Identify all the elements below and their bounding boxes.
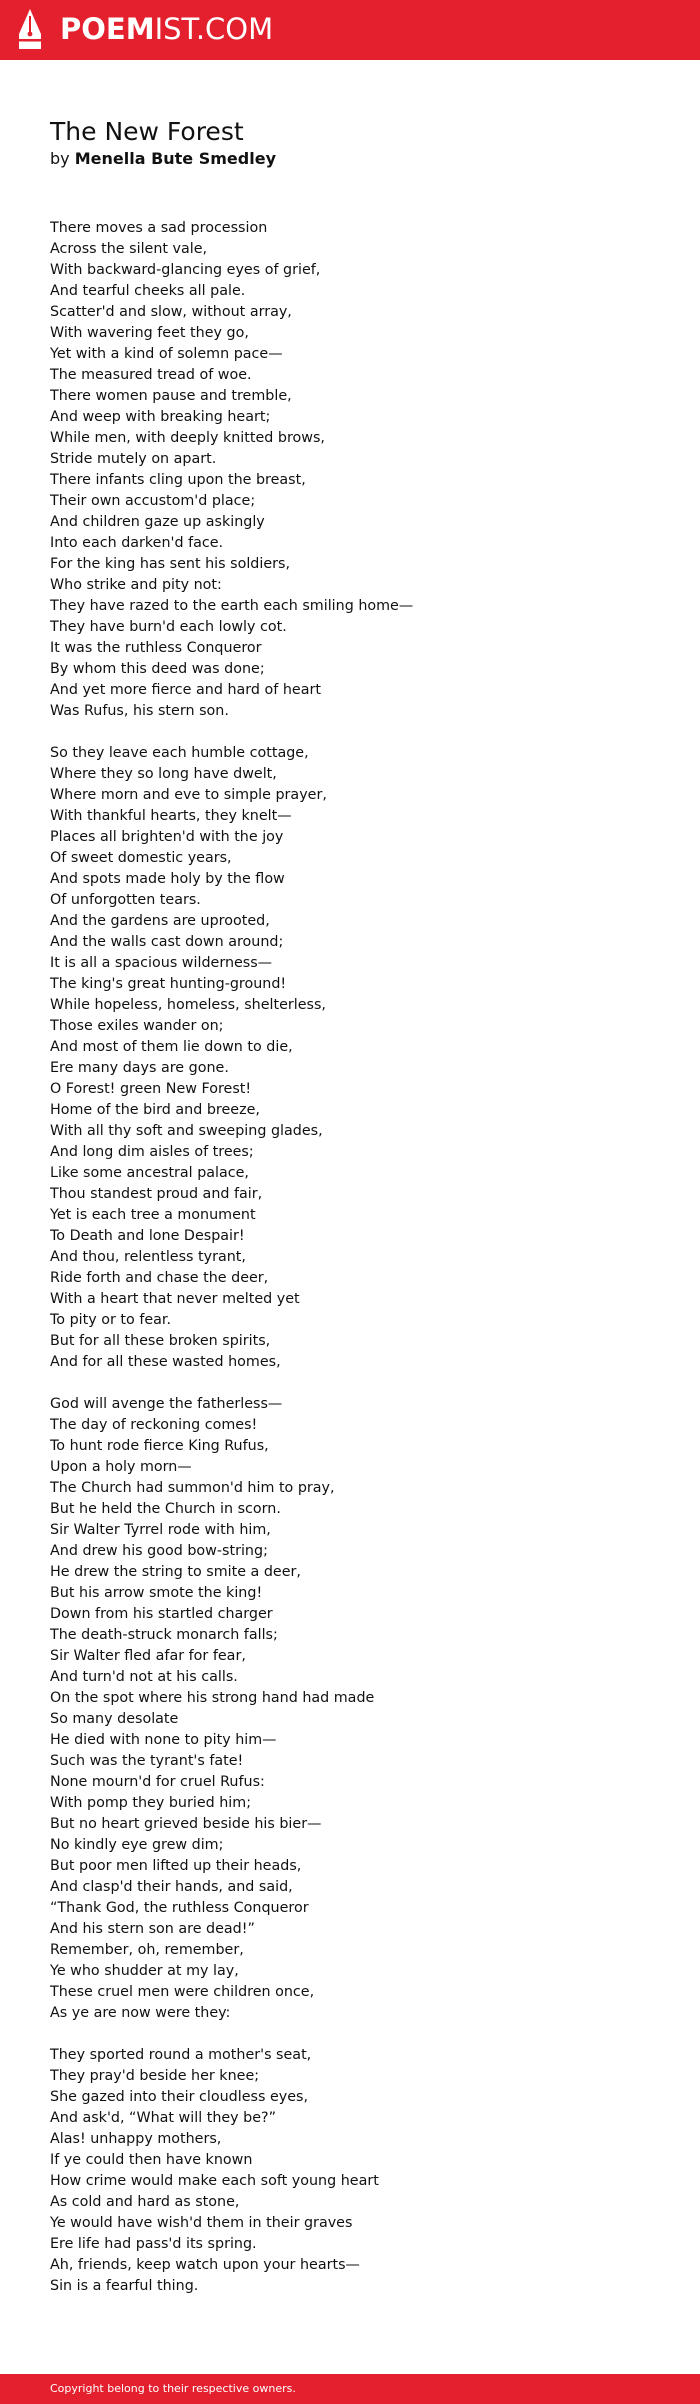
poem-line: Ye would have wish'd them in their graves — [50, 2215, 353, 2231]
poem-line: And tearful cheeks all pale. — [50, 283, 246, 299]
poem-line: Ere life had pass'd its spring. — [50, 2236, 257, 2252]
poem-line: It was the ruthless Conqueror — [50, 640, 262, 656]
poem-line: Their own accustom'd place; — [50, 493, 256, 509]
poem-line: O Forest! green New Forest! — [50, 1081, 252, 1097]
poem-line: They sported round a mother's seat, — [50, 2047, 312, 2063]
poem-line: And for all these wasted homes, — [50, 1354, 281, 1370]
poem-line: With a heart that never melted yet — [50, 1291, 300, 1307]
poem-line: No kindly eye grew dim; — [50, 1837, 224, 1853]
poem-body — [50, 218, 670, 2318]
poem-line: The day of reckoning comes! — [50, 1417, 258, 1433]
poem-line: And spots made holy by the flow — [50, 871, 285, 887]
poem-line: Was Rufus, his stern son. — [50, 703, 229, 719]
poem-line: And yet more fierce and hard of heart — [50, 682, 321, 698]
poem-line: Down from his startled charger — [50, 1606, 273, 1622]
poem-line: And thou, relentless tyrant, — [50, 1249, 246, 1265]
poem-line: Upon a holy morn— — [50, 1459, 192, 1475]
poem-line: Such was the tyrant's fate! — [50, 1753, 244, 1769]
poem-line: To Death and lone Despair! — [50, 1228, 245, 1244]
poem-line: “Thank God, the ruthless Conqueror — [50, 1900, 309, 1916]
site-footer — [0, 2374, 700, 2404]
poem-line: While men, with deeply knitted brows, — [50, 430, 325, 446]
poem-line: With backward-glancing eyes of grief, — [50, 262, 321, 278]
poem-line: But poor men lifted up their heads, — [50, 1858, 302, 1874]
copyright-text: Copyright belong to their respective owners. — [50, 2382, 296, 2395]
poem-line: And turn'd not at his calls. — [50, 1669, 238, 1685]
poem-line: With thankful hearts, they knelt— — [50, 808, 292, 824]
poem-line: Thou standest proud and fair, — [50, 1186, 263, 1202]
poem-line: And weep with breaking heart; — [50, 409, 271, 425]
poem-line: Ye who shudder at my lay, — [50, 1963, 239, 1979]
poem-line: Those exiles wander on; — [50, 1018, 224, 1034]
poem-line: There moves a sad procession — [50, 220, 268, 236]
poem-line: And the walls cast down around; — [50, 934, 284, 950]
brand-bold: POEM — [60, 12, 155, 46]
poem-line: And long dim aisles of trees; — [50, 1144, 254, 1160]
poem-line: They have razed to the earth each smiling home— — [50, 598, 414, 614]
poem-line: None mourn'd for cruel Rufus: — [50, 1774, 265, 1790]
by-label: by — [50, 149, 70, 168]
pen-nib-icon[interactable] — [17, 8, 43, 50]
poem-line: Stride mutely on apart. — [50, 451, 217, 467]
poem-line: It is all a spacious wilderness— — [50, 955, 272, 971]
stanza — [50, 1394, 670, 2024]
poem-line: And ask'd, “What will they be?” — [50, 2110, 277, 2126]
brand-light: IST.COM — [154, 12, 274, 46]
poem-line: But no heart grieved beside his bier— — [50, 1816, 322, 1832]
poem-line: Ah, friends, keep watch upon your hearts— — [50, 2257, 360, 2273]
poem-line: God will avenge the fatherless— — [50, 1396, 283, 1412]
poem-line: She gazed into their cloudless eyes, — [50, 2089, 308, 2105]
poem-line: On the spot where his strong hand had made — [50, 1690, 375, 1706]
poem-line: As ye are now were they: — [50, 2005, 231, 2021]
poem-line: And his stern son are dead!” — [50, 1921, 255, 1937]
poem-line: Ere many days are gone. — [50, 1060, 229, 1076]
poem-line: And drew his good bow-string; — [50, 1543, 268, 1559]
poem-line: The Church had summon'd him to pray, — [50, 1480, 335, 1496]
poem-line: Like some ancestral palace, — [50, 1165, 249, 1181]
poem-line: But his arrow smote the king! — [50, 1585, 263, 1601]
poem-author: Menella Bute Smedley — [74, 149, 276, 168]
poem-line: There women pause and tremble, — [50, 388, 292, 404]
poem-line: He drew the string to smite a deer, — [50, 1564, 301, 1580]
poem-line: Yet with a kind of solemn pace— — [50, 346, 283, 362]
poem-line: How crime would make each soft young heart — [50, 2173, 379, 2189]
poem-line: The king's great hunting-ground! — [50, 976, 287, 992]
poem-line: Scatter'd and slow, without array, — [50, 304, 292, 320]
poem-line: To pity or to fear. — [50, 1312, 172, 1328]
stanza — [50, 2045, 670, 2297]
poem-line: And the gardens are uprooted, — [50, 913, 270, 929]
poem-line: While hopeless, homeless, shelterless, — [50, 997, 326, 1013]
poem-line: There infants cling upon the breast, — [50, 472, 306, 488]
poem-line: They pray'd beside her knee; — [50, 2068, 260, 2084]
poem-line: The death-struck monarch falls; — [50, 1627, 278, 1643]
poem-line: Where they so long have dwelt, — [50, 766, 277, 782]
stanza — [50, 743, 670, 1373]
poem-line: They have burn'd each lowly cot. — [50, 619, 287, 635]
poem-line: If ye could then have known — [50, 2152, 253, 2168]
poem-line: Alas! unhappy mothers, — [50, 2131, 222, 2147]
poem-line: Sir Walter Tyrrel rode with him, — [50, 1522, 271, 1538]
poem-line: With pomp they buried him; — [50, 1795, 252, 1811]
poem-line: And children gaze up askingly — [50, 514, 265, 530]
poem-line: Of unforgotten tears. — [50, 892, 201, 908]
poem-line: He died with none to pity him— — [50, 1732, 277, 1748]
poem-line: To hunt rode fierce King Rufus, — [50, 1438, 269, 1454]
stanza — [50, 218, 670, 722]
poem-line: Home of the bird and breeze, — [50, 1102, 260, 1118]
poem-line: With all thy soft and sweeping glades, — [50, 1123, 323, 1139]
poem-line: By whom this deed was done; — [50, 661, 265, 677]
poem-line: Across the silent vale, — [50, 241, 208, 257]
poem-line: And clasp'd their hands, and said, — [50, 1879, 293, 1895]
poem-line: The measured tread of woe. — [50, 367, 252, 383]
poem-line: Ride forth and chase the deer, — [50, 1270, 269, 1286]
poem-byline — [50, 148, 276, 170]
poem-line: Of sweet domestic years, — [50, 850, 232, 866]
poem-line: These cruel men were children once, — [50, 1984, 315, 2000]
poem-line: For the king has sent his soldiers, — [50, 556, 291, 572]
poem-line: Sir Walter fled afar for fear, — [50, 1648, 246, 1664]
poem-line: Yet is each tree a monument — [50, 1207, 256, 1223]
site-logo-text[interactable] — [60, 11, 273, 47]
site-header — [0, 0, 700, 60]
poem-line: And most of them lie down to die, — [50, 1039, 293, 1055]
poem-line: So many desolate — [50, 1711, 179, 1727]
poem-line: Into each darken'd face. — [50, 535, 224, 551]
poem-line: With wavering feet they go, — [50, 325, 249, 341]
poem-line: But for all these broken spirits, — [50, 1333, 271, 1349]
poem-line: As cold and hard as stone, — [50, 2194, 240, 2210]
poem-line: Where morn and eve to simple prayer, — [50, 787, 327, 803]
poem-title: The New Forest — [50, 117, 244, 146]
poem-line: But he held the Church in scorn. — [50, 1501, 281, 1517]
poem-line: So they leave each humble cottage, — [50, 745, 309, 761]
poem-line: Remember, oh, remember, — [50, 1942, 244, 1958]
poem-line: Who strike and pity not: — [50, 577, 222, 593]
poem-line: Places all brighten'd with the joy — [50, 829, 284, 845]
poem-line: Sin is a fearful thing. — [50, 2278, 199, 2294]
